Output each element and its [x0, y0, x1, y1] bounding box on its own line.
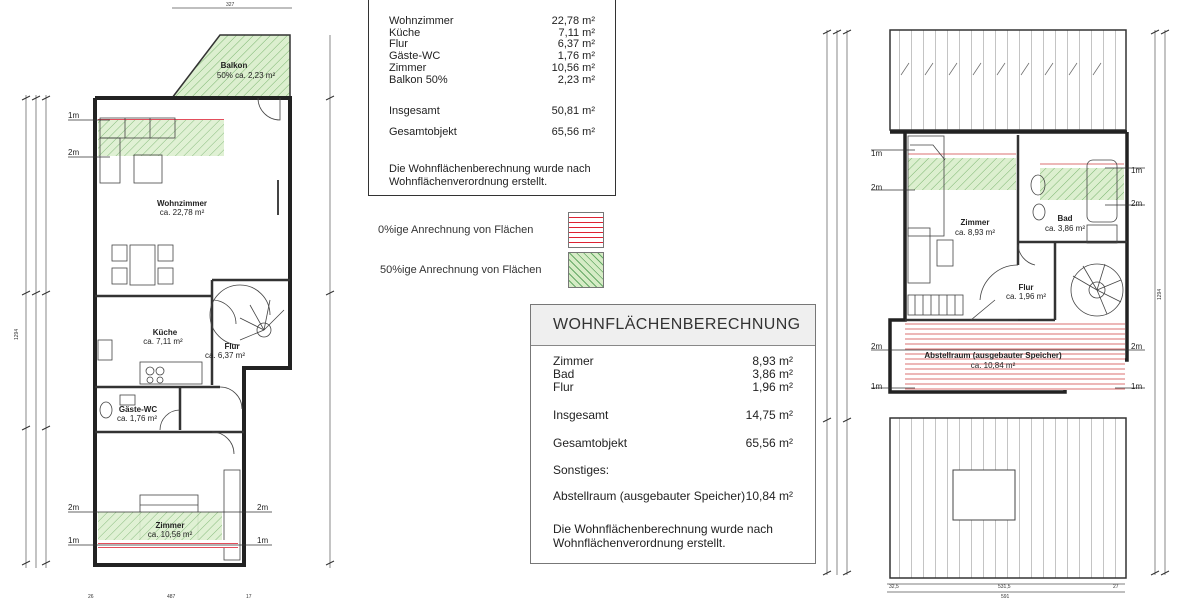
room-area-zimmer: ca. 10,56 m²: [147, 530, 193, 539]
room-label-kueche: Küche: [152, 328, 178, 337]
table-ground-total-value: 50,81 m²: [551, 105, 595, 117]
table-ground-label: Zimmer: [389, 62, 427, 74]
table-upper-object-value: 65,56 m²: [745, 436, 793, 450]
legend-red-label: 0%ige Anrechnung von Flächen: [378, 224, 534, 236]
upper-room-area-zimmer: ca. 8,93 m²: [954, 228, 996, 237]
legend-green-label: 50%ige Anrechnung von Flächen: [380, 264, 542, 276]
dim-bottom-3: 17: [246, 594, 252, 600]
area-table-ground: [368, 0, 616, 196]
table-ground-value: 7,11 m²: [558, 27, 595, 39]
dim-bottom-r-main: 591: [1001, 594, 1010, 600]
mark-1m-ground: 1m: [68, 111, 80, 120]
mark-1m-upper-b: 1m: [871, 382, 883, 391]
table-upper-storage-label: Abstellraum (ausgebauter Speicher): [553, 489, 746, 503]
table-ground-object-label: Gesamtobjekt: [389, 126, 457, 138]
dim-bottom-r1: 32,5: [889, 584, 899, 590]
room-area-balkon: 50% ca. 2,23 m²: [216, 71, 276, 80]
mark-2m-ground: 2m: [68, 148, 80, 157]
room-label-balkon: Balkon: [220, 61, 248, 70]
table-ground-label: Gäste-WC: [389, 50, 441, 62]
dim-right-total: 1294: [1157, 288, 1163, 300]
table-upper-value: 8,93 m²: [752, 354, 793, 368]
dim-top-left: 327: [226, 2, 235, 8]
table-upper-value: 1,96 m²: [752, 380, 793, 394]
table-upper-note-2: Wohnflächenverordnung erstellt.: [553, 536, 726, 550]
room-area-wohnzimmer: ca. 22,78 m²: [159, 208, 205, 217]
mark-2m-upper-r: 2m: [1131, 199, 1143, 208]
upper-floor-plan: [815, 0, 1200, 600]
table-ground-object-value: 65,56 m²: [551, 126, 595, 138]
dim-bottom-2: 487: [167, 594, 176, 600]
mark-1m-upper-r: 1m: [1131, 166, 1143, 175]
room-area-gaeste-wc: ca. 1,76 m²: [116, 414, 158, 423]
table-upper-title: WOHNFLÄCHENBERECHNUNG: [531, 305, 815, 346]
room-label-gaeste-wc: Gäste-WC: [118, 405, 158, 414]
mark-2m-upper-b: 2m: [871, 342, 883, 351]
upper-room-area-abstellraum: ca. 10,84 m²: [970, 361, 1016, 370]
table-upper-total-value: 14,75 m²: [745, 408, 793, 422]
mark-2m-ground-b: 2m: [68, 503, 80, 512]
area-table-upper: [530, 304, 816, 564]
table-upper-other-label: Sonstiges:: [553, 463, 610, 477]
room-label-flur: Flur: [224, 342, 240, 351]
table-ground-value: 6,37 m²: [557, 38, 595, 50]
table-upper-label: Zimmer: [553, 354, 594, 368]
table-ground-label: Wohnzimmer: [389, 15, 454, 27]
roof-window: [953, 470, 1015, 520]
mark-2m-upper-br: 2m: [1131, 342, 1143, 351]
room-area-kueche: ca. 7,11 m²: [143, 337, 183, 346]
dim-bottom-1: 26: [88, 594, 94, 600]
mark-2m-upper: 2m: [871, 183, 883, 192]
mark-2m-ground-r: 2m: [257, 503, 269, 512]
legend-green-swatch: [568, 252, 604, 288]
table-upper-object-label: Gesamtobjekt: [553, 436, 628, 450]
mark-1m-ground-b: 1m: [68, 536, 80, 545]
ground-floor-plan: [0, 0, 340, 600]
upper-room-label-flur: Flur: [1018, 283, 1034, 292]
table-upper-label: Flur: [553, 380, 574, 394]
dim-bottom-r2: 531,5: [998, 584, 1011, 590]
table-upper-storage-value: 10,84 m²: [745, 489, 793, 503]
table-ground-total-label: Insgesamt: [389, 105, 440, 117]
upper-room-area-flur: ca. 1,96 m²: [1005, 292, 1047, 301]
room-label-zimmer: Zimmer: [155, 521, 185, 530]
mark-1m-ground-r: 1m: [257, 536, 269, 545]
table-upper-value: 3,86 m²: [752, 367, 793, 381]
table-ground-value: 10,56 m²: [551, 62, 595, 74]
table-upper-total-label: Insgesamt: [553, 408, 609, 422]
dim-left-total: 1294: [14, 328, 20, 340]
dim-bottom-r3: 27: [1113, 584, 1119, 590]
table-ground-label: Flur: [389, 38, 408, 50]
table-ground-note-1: Die Wohnflächenberechnung wurde nach: [389, 163, 591, 175]
table-upper-note-1: Die Wohnflächenberechnung wurde nach: [553, 522, 773, 536]
table-ground-value: 22,78 m²: [551, 15, 595, 27]
table-ground-value: 1,76 m²: [557, 50, 595, 62]
roof-top: [890, 30, 1126, 130]
table-ground-label: Küche: [389, 27, 421, 39]
mark-1m-upper-br: 1m: [1131, 382, 1143, 391]
legend-red-swatch: [568, 212, 604, 248]
table-ground-label: Balkon 50%: [389, 74, 448, 86]
room-area-flur: ca. 6,37 m²: [204, 351, 246, 360]
table-ground-note-2: Wohnflächenverordnung erstellt.: [389, 176, 548, 188]
mark-1m-upper: 1m: [871, 149, 883, 158]
upper-room-label-abstellraum: Abstellraum (ausgebauter Speicher): [924, 351, 1062, 360]
table-upper-label: Bad: [553, 367, 575, 381]
sofa-furniture: [98, 98, 284, 560]
upper-room-area-bad: ca. 3,86 m²: [1044, 224, 1086, 233]
room-label-wohnzimmer: Wohnzimmer: [156, 199, 208, 208]
table-ground-value: 2,23 m²: [557, 74, 595, 86]
upper-room-label-bad: Bad: [1057, 214, 1073, 223]
upper-room-label-zimmer: Zimmer: [960, 218, 990, 227]
